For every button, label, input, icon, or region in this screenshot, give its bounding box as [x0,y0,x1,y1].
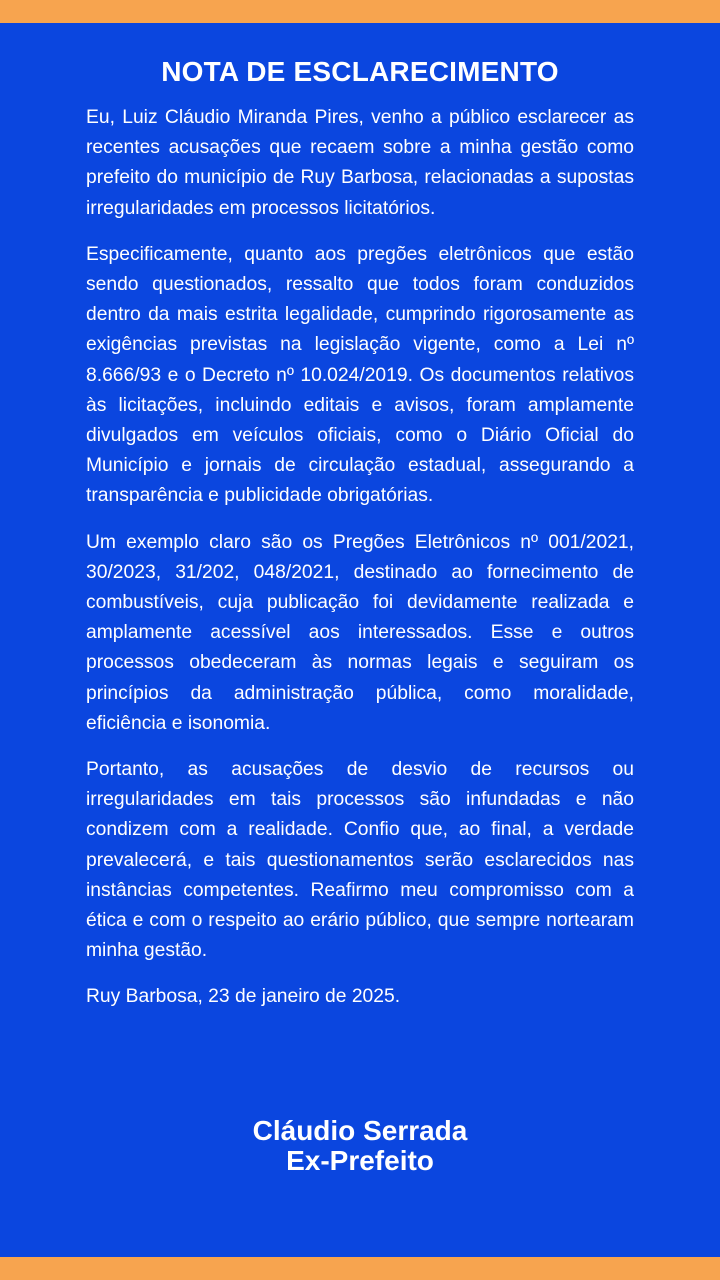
signature-block [0,1116,720,1176]
paragraph-3: Um exemplo claro são os Pregões Eletrônicos nº 001/2021, 30/2023, 31/202, 048/2021, destinado ao fornecimento de combustíveis, cuja publicação foi devidamente realizada e amplamente acessível aos interessados. Esse e outros processos obedeceram às normas legais e seguiram os princípios da administração pública, como moralidade, eficiência e isonomia. [86,531,634,734]
date-line: Ruy Barbosa, 23 de janeiro de 2025. [86,986,401,1008]
paragraph-2: Especificamente, quanto aos pregões eletrônicos que estão sendo questionados, ressalto que todos foram conduzidos dentro da mais estrita legalidade, cumprindo rigorosamente as exigências previstas na legislação vigente, como a Lei nº 8.666/93 e o Decreto nº 10.024/2019. Os documentos relativos às licitações, incluindo editais e avisos, foram amplamente divulgados em veículos oficiais, como o Diário Oficial do Município e jornais de circulação estadual, assegurando a transparência e publicidade obrigatórias. [86,243,634,507]
signature-name: Cláudio Serrada [252,1115,468,1146]
top-border-bar [0,0,720,23]
note-body [86,103,634,1013]
paragraph-1: Eu, Luiz Cláudio Miranda Pires, venho a público esclarecer as recentes acusações que recaem sobre a minha gestão como prefeito do município de Ruy Barbosa, relacionadas a supostas irregularidades em processos licitatórios. [86,107,634,219]
page-title: NOTA DE ESCLARECIMENTO [161,56,559,87]
paragraph-4: Portanto, as acusações de desvio de recursos ou irregularidades em tais processos são infundadas e não condizem com a realidade. Confio que, ao final, a verdade prevalecerá, e tais questionamentos serão esclarecidos nas instâncias competentes. Reafirmo meu compromisso com a ética e com o respeito ao erário público, que sempre nortearam minha gestão. [86,759,634,962]
signature-role: Ex-Prefeito [286,1145,434,1176]
bottom-border-bar [0,1257,720,1280]
